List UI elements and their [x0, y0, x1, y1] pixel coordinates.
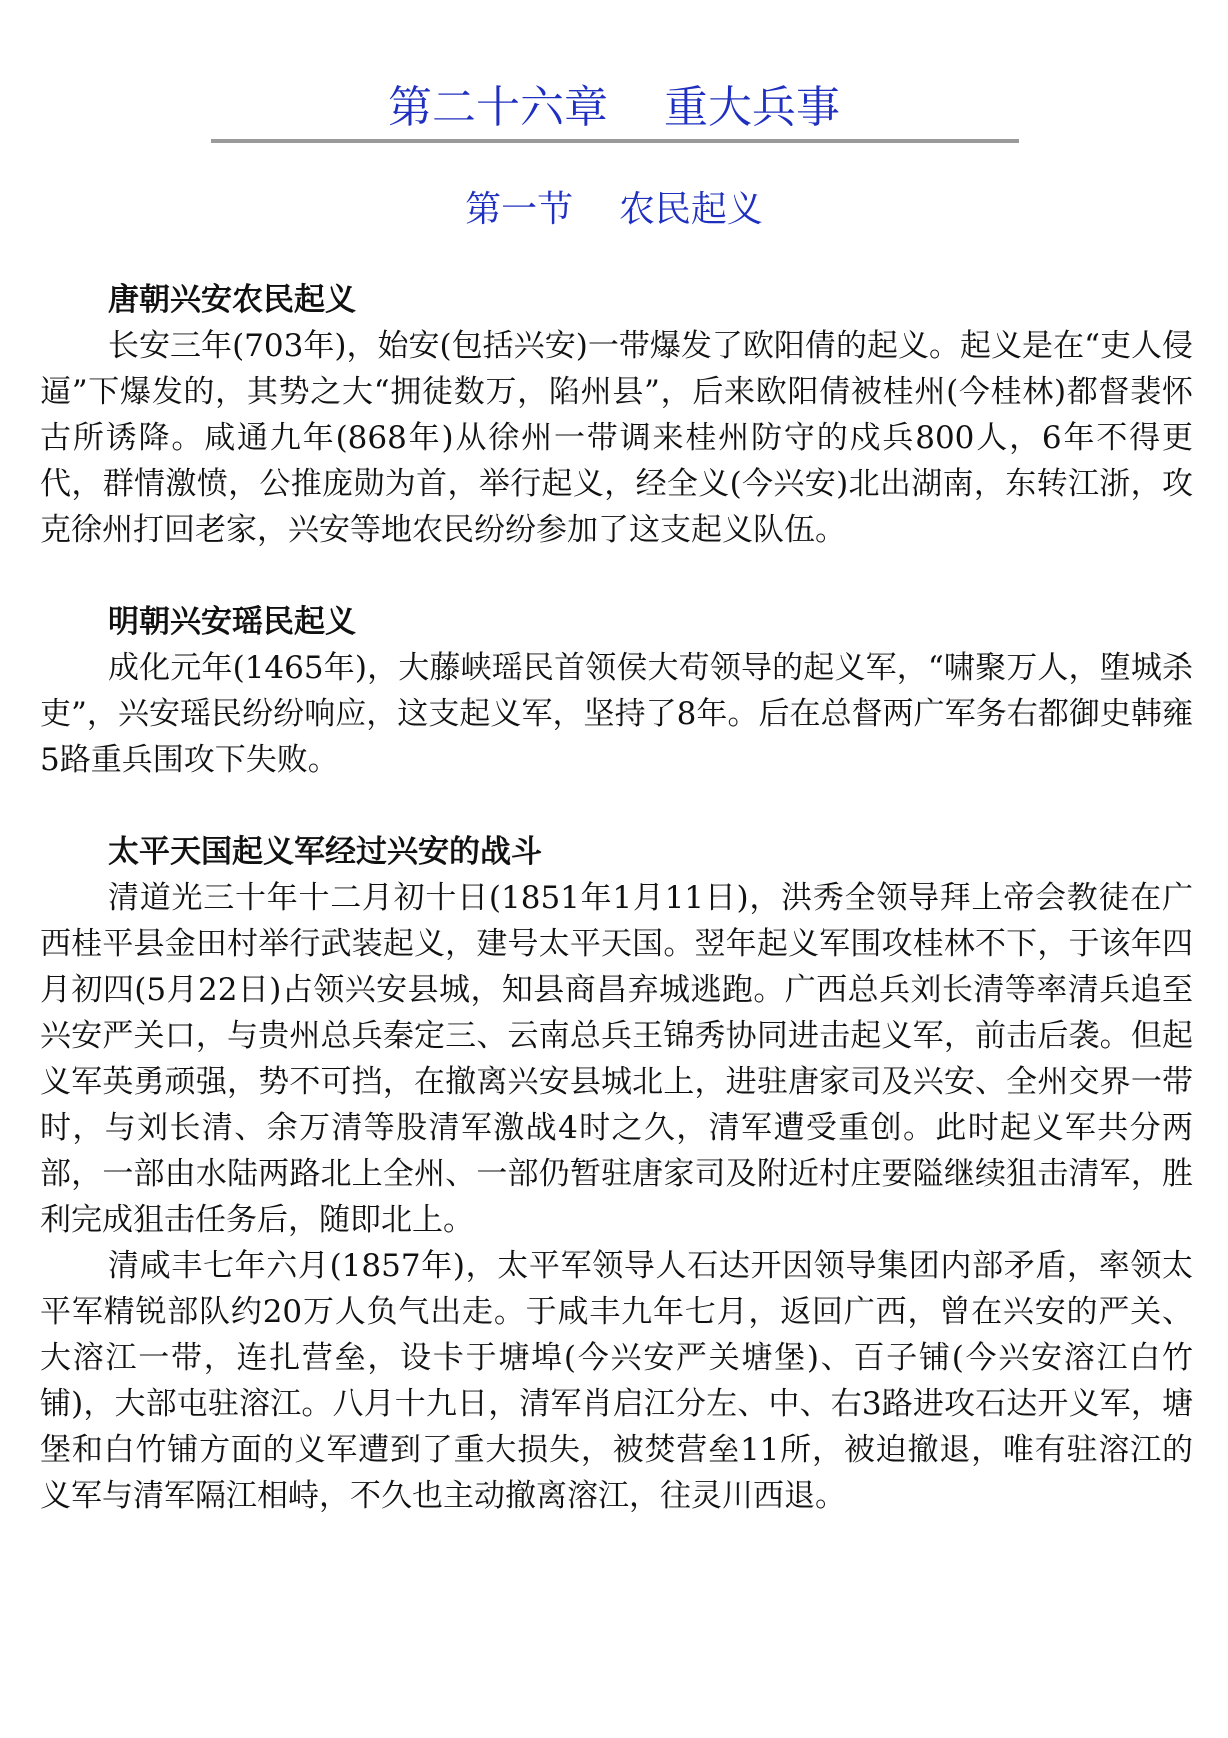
- paragraph: 清咸丰七年六月(1857年)，太平军领导人石达开因领导集团内部矛盾，率领太平军精锐部队约20万人负气出走。于咸丰九年七月，返回广西，曾在兴安的严关、大溶江一带，连扎营垒，设卡于塘埠(今兴安严关塘堡)、百子铺(今兴安溶江白竹铺)，大部屯驻溶江。八月十九日，清军肖启江分左、中、右3路进攻石达开义军，塘堡和白竹铺方面的义军遭到了重大损失，被焚营垒11所，被迫撤退，唯有驻溶江的义军与清军隔江相峙，不久也主动撤离溶江，往灵川西退。: [40, 1248, 1193, 1514]
- section-title: 第一节 农民起义: [465, 189, 763, 230]
- section-heading: 明朝兴安瑶民起义: [108, 604, 356, 640]
- section-taiping-battles: [40, 829, 1193, 1519]
- chapter-title: 第二十六章 重大兵事: [388, 82, 840, 133]
- section-ming-uprising: [40, 599, 1193, 783]
- paragraph: 长安三年(703年)，始安(包括兴安)一带爆发了欧阳倩的起义。起义是在“吏人侵逼”下爆发的，其势之大“拥徒数万，陷州县”，后来欧阳倩被桂州(今桂林)都督裴怀古所诱降。咸通九年(868年)从徐州一带调来桂州防守的戍兵800人，6年不得更代，群情激愤，公推庞勋为首，举行起义，经全义(今兴安)北出湖南，东转江浙，攻克徐州打回老家，兴安等地农民纷纷参加了这支起义队伍。: [40, 328, 1193, 548]
- section-heading: 太平天国起义军经过兴安的战斗: [108, 834, 542, 870]
- section-tang-uprising: [40, 277, 1193, 553]
- document-body: [40, 277, 1193, 1519]
- section-heading: 唐朝兴安农民起义: [108, 282, 356, 318]
- paragraph: 成化元年(1465年)，大藤峡瑶民首领侯大苟领导的起义军，“啸聚万人，堕城杀吏”，兴安瑶民纷纷响应，这支起义军，坚持了8年。后在总督两广军务右都御史韩雍5路重兵围攻下失败。: [40, 650, 1193, 778]
- paragraph: 清道光三十年十二月初十日(1851年1月11日)，洪秀全领导拜上帝会教徒在广西桂平县金田村举行武装起义，建号太平天国。翌年起义军围攻桂林不下，于该年四月初四(5月22日)占领兴安县城，知县商昌弃城逃跑。广西总兵刘长清等率清兵追至兴安严关口，与贵州总兵秦定三、云南总兵王锦秀协同进击起义军，前击后袭。但起义军英勇顽强，势不可挡，在撤离兴安县城北上，进驻唐家司及兴安、全州交界一带时，与刘长清、余万清等股清军激战4时之久，清军遭受重创。此时起义军共分两部，一部由水陆两路北上全州、一部仍暂驻唐家司及附近村庄要隘继续狙击清军，胜利完成狙击任务后，随即北上。: [40, 880, 1193, 1238]
- title-divider: [211, 139, 1019, 143]
